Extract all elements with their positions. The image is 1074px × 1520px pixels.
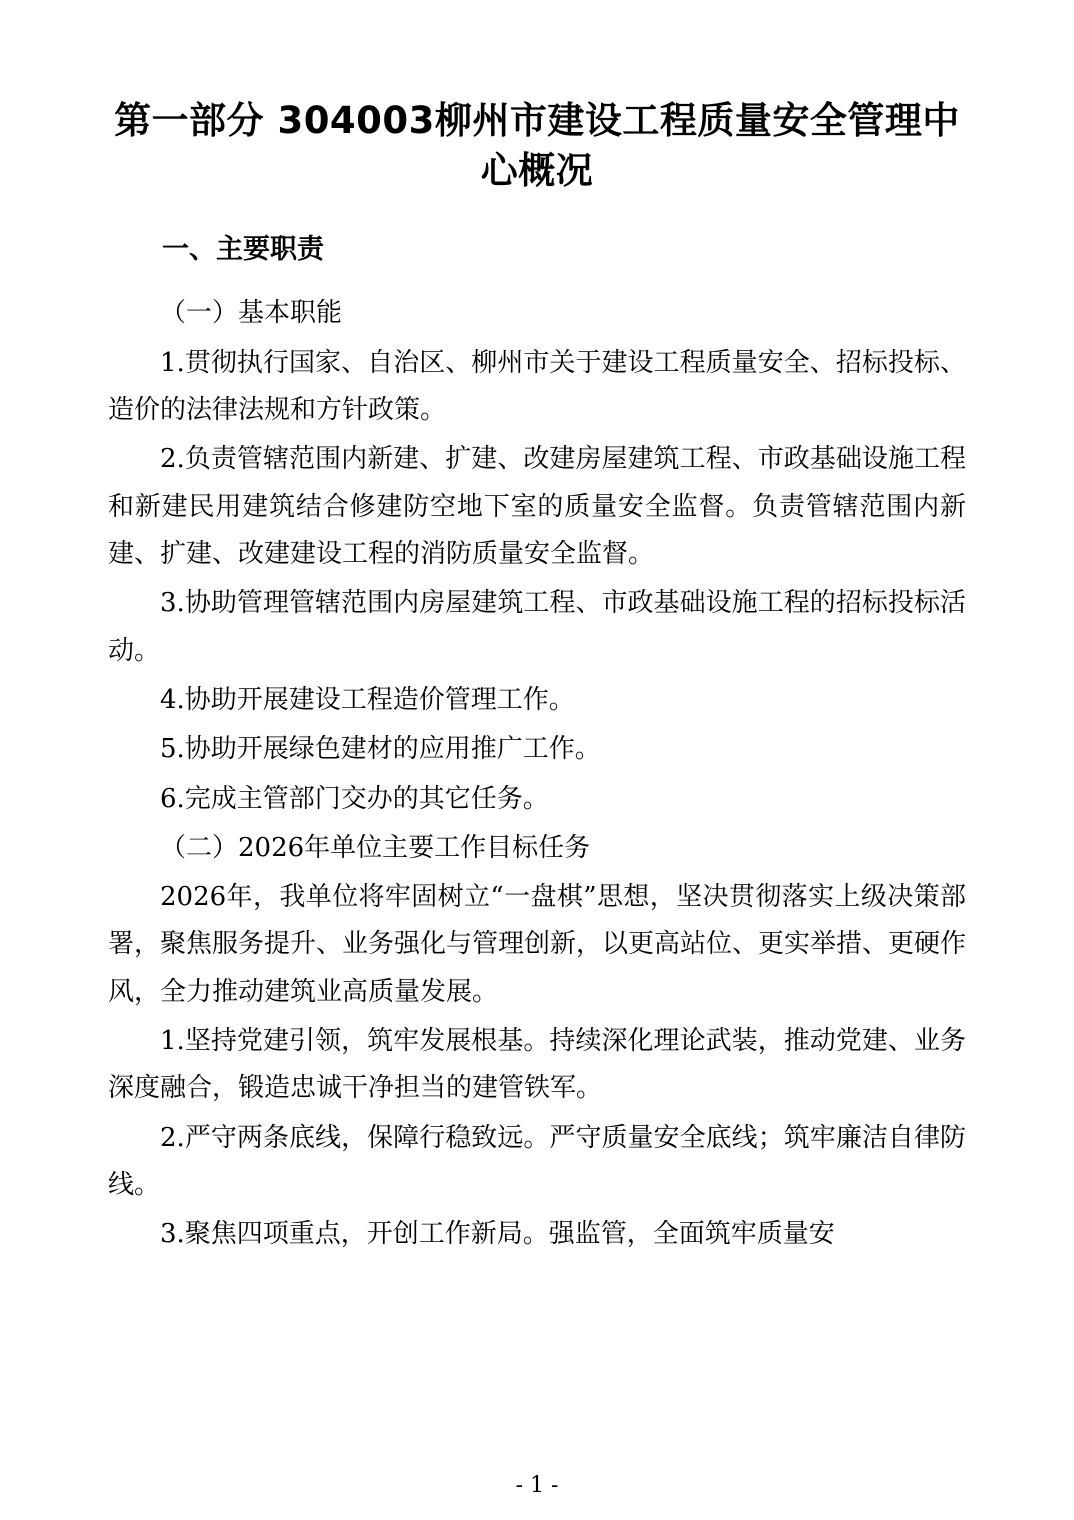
- paragraph: 2026年，我单位将牢固树立“一盘棋”思想，坚决贯彻落实上级决策部署，聚焦服务提升、业务强化与管理创新，以更高站位、更实举措、更硬作风，全力推动建筑业高质量发展。: [108, 882, 967, 1007]
- paragraph: 2.严守两条底线，保障行稳致远。严守质量安全底线；筑牢廉洁自律防线。: [108, 1122, 966, 1200]
- paragraph: 4.协助开展建设工程造价管理工作。: [160, 684, 575, 715]
- paragraph: 3.聚焦四项重点，开创工作新局。强监管，全面筑牢质量安: [160, 1219, 835, 1250]
- page-number: - 1 -: [515, 1473, 559, 1498]
- section-heading-main-duties: 一、主要职责: [162, 233, 324, 265]
- paragraph: （二）2026年单位主要工作目标任务: [160, 832, 591, 863]
- paragraph: 5.协助开展绿色建材的应用推广工作。: [160, 734, 601, 765]
- paragraph: 2.负责管辖范围内新建、扩建、改建房屋建筑工程、市政基础设施工程和新建民用建筑结合修建防空地下室的质量安全监督。负责管辖范围内新建、扩建、改建建设工程的消防质量安全监督。: [108, 444, 966, 569]
- paragraph: （一）基本职能: [160, 298, 343, 329]
- paragraph: 1.坚持党建引领，筑牢发展根基。持续深化理论武装，推动党建、业务深度融合，锻造忠诚干净担当的建管铁军。: [108, 1026, 966, 1104]
- page-title: 第一部分 304003柳州市建设工程质量安全管理中心概况: [114, 99, 960, 192]
- paragraph: 3.协助管理管辖范围内房屋建筑工程、市政基础设施工程的招标投标活动。: [108, 588, 966, 666]
- paragraph: 1.贯彻执行国家、自治区、柳州市关于建设工程质量安全、招标投标、造价的法律法规和方针政策。: [108, 347, 966, 425]
- paragraph: 6.完成主管部门交办的其它任务。: [160, 783, 549, 814]
